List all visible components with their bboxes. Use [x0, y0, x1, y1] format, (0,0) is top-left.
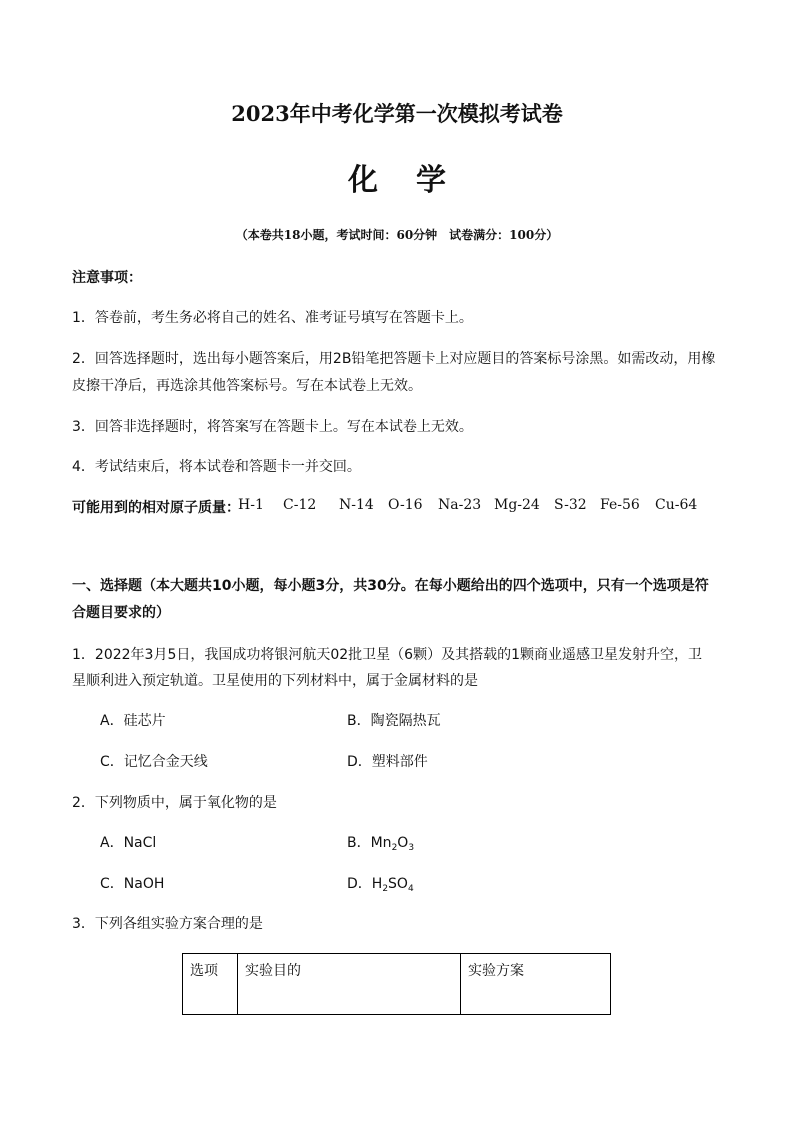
q3-stem: 3．下列各组实验方案合理的是 [72, 916, 263, 932]
section1-heading-cont: 合题目要求的） [72, 605, 170, 621]
exam-title: 2023年中考化学第一次模拟考试卷 [231, 101, 563, 126]
note-item-3: 3．回答非选择题时，将答案写在答题卡上。写在本试卷上无效。 [72, 419, 473, 435]
q1-stem-cont: 星顺利进入预定轨道。卫星使用的下列材料中，属于金属材料的是 [72, 673, 478, 689]
notes-heading: 注意事项： [72, 270, 142, 286]
note-item-2: 2．回答选择题时，选出每小题答案后，用2B铅笔把答题卡上对应题目的答案标号涂黑。如需改动，用橡 [72, 351, 716, 367]
table-header-purpose: 实验目的 [238, 954, 461, 1015]
atomic-mass-n: N-14 [339, 497, 374, 513]
q2-option-c: C．NaOH [100, 876, 165, 892]
subscript: 4 [407, 884, 414, 894]
q1-option-c: C．记忆合金天线 [100, 754, 208, 770]
q2-stem: 2．下列物质中，属于氧化物的是 [72, 795, 277, 811]
q1-option-b: B．陶瓷隔热瓦 [347, 713, 441, 729]
atomic-mass-line [72, 497, 240, 517]
note-item-4: 4．考试结束后，将本试卷和答题卡一并交回。 [72, 459, 361, 475]
q2-option-d-text: D．H [347, 876, 383, 892]
atomic-mass-na: Na-23 [438, 497, 482, 513]
subscript: 2 [391, 843, 398, 853]
q2-option-a: A．NaCl [100, 835, 157, 851]
atomic-mass-s: S-32 [554, 497, 587, 513]
table-header-row [183, 954, 611, 1015]
q2-option-d-text: SO [388, 876, 408, 892]
atomic-mass-fe: Fe-56 [600, 497, 640, 513]
q3-table [182, 953, 611, 1015]
q1-stem: 1．2022年3月5日，我国成功将银河航天02批卫星（6颗）及其搭载的1颗商业遥感卫星发射升空，卫 [72, 647, 702, 663]
atomic-mass-c: C-12 [283, 497, 317, 513]
q2-option-b-text: O [397, 835, 409, 851]
section1-heading: 一、选择题（本大题共10小题，每小题3分，共30分。在每小题给出的四个选项中，只有一个选项是符 [72, 578, 709, 594]
table-header-option: 选项 [183, 954, 238, 1015]
atomic-mass-mg: Mg-24 [494, 497, 540, 513]
q1-option-d: D．塑料部件 [347, 754, 428, 770]
atomic-mass-label: 可能用到的相对原子质量： [72, 500, 240, 516]
exam-info: （本卷共18小题，考试时间：60分钟 试卷满分：100分） [235, 228, 559, 242]
subscript: 2 [382, 884, 389, 894]
q2-option-b-text: B．Mn [347, 835, 392, 851]
q2-option-d [347, 873, 414, 894]
table-header-plan: 实验方案 [461, 954, 611, 1015]
atomic-mass-o: O-16 [388, 497, 423, 513]
q1-option-a: A．硅芯片 [100, 713, 166, 729]
note-item-2-cont: 皮擦干净后，再选涂其他答案标号。写在本试卷上无效。 [72, 378, 422, 394]
subject-title: 化学 [348, 163, 484, 198]
subscript: 3 [408, 843, 415, 853]
note-item-1: 1．答卷前，考生务必将自己的姓名、准考证号填写在答题卡上。 [72, 310, 473, 326]
q2-option-b [347, 832, 414, 853]
atomic-mass-cu: Cu-64 [655, 497, 698, 513]
atomic-mass-h: H-1 [238, 497, 264, 513]
